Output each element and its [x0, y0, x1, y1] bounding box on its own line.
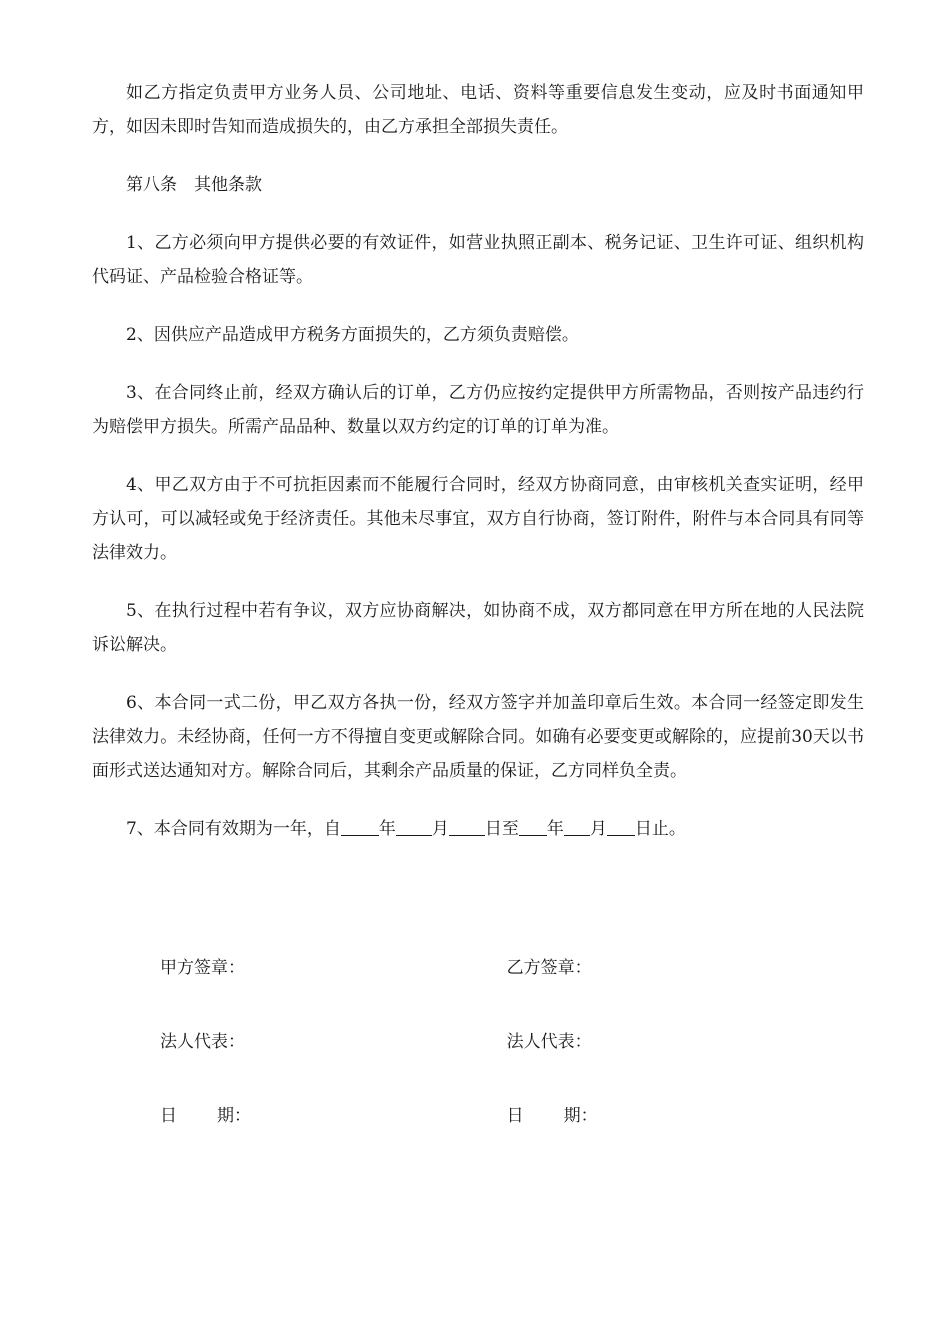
party-b-rep-label: 法人代表：: [506, 1032, 592, 1052]
end-year-blank[interactable]: [519, 815, 547, 836]
clause-7: [92, 812, 864, 846]
intro-paragraph: 如乙方指定负责甲方业务人员、公司地址、电话、资料等重要信息发生变动，应及时书面通知甲方，如因未即时告知而造成损失的，由乙方承担全部损失责任。: [92, 83, 864, 137]
date-row: [160, 1103, 680, 1177]
clause-2: 2、因供应产品造成甲方税务方面损失的，乙方须负责赔偿。: [126, 325, 579, 345]
representative-row: [160, 1029, 680, 1103]
end-day-blank[interactable]: [607, 815, 635, 836]
start-year-label: 年: [378, 819, 396, 839]
party-b-date-char2: 期：: [563, 1106, 598, 1126]
clause-7-prefix: 7、本合同有效期为一年，自: [126, 819, 341, 839]
end-year-label: 年: [546, 819, 564, 839]
start-month-blank[interactable]: [396, 815, 432, 836]
clause-3: 3、在合同终止前，经双方确认后的订单，乙方仍应按约定提供甲方所需物品，否则按产品违约行为赔偿甲方损失。所需产品品种、数量以双方约定的订单的订单为准。: [92, 383, 864, 437]
party-a-date-label: [160, 1103, 507, 1177]
end-month-label: 月: [589, 819, 607, 839]
party-b-date-label: [507, 1103, 680, 1177]
clause-6: 6、本合同一式二份，甲乙双方各执一份，经双方签字并加盖印章后生效。本合同一经签定即发生法律效力。未经协商，任何一方不得擅自变更或解除合同。如确有必要变更或解除的，应提前30天以书面形式送达通知对方。解除合同后，其剩余产品质量的保证，乙方同样负全责。: [92, 693, 864, 781]
start-year-blank[interactable]: [341, 815, 379, 836]
clause-4: 4、甲乙双方由于不可抗拒因素而不能履行合同时，经双方协商同意，由审核机关查实证明，经甲方认可，可以减轻或免于经济责任。其他未尽事宜，双方自行协商，签订附件，附件与本合同具有同等法律效力。: [92, 475, 864, 563]
contract-page: [92, 76, 864, 870]
party-b-date-char1: 日: [506, 1106, 524, 1126]
clause-1: 1、乙方必须向甲方提供必要的有效证件，如营业执照正副本、税务记证、卫生许可证、组织机构代码证、产品检验合格证等。: [92, 233, 864, 287]
party-a-date-char2: 期：: [217, 1106, 251, 1126]
start-day-label: 日至: [484, 819, 519, 839]
seal-row: [160, 955, 680, 1029]
start-month-label: 月: [431, 819, 449, 839]
signature-block: [160, 955, 680, 1177]
article-8-heading: 第八条 其他条款: [126, 175, 262, 195]
clause-5: 5、在执行过程中若有争议，双方应协商解决，如协商不成，双方都同意在甲方所在地的人民法院诉讼解决。: [92, 601, 864, 655]
party-a-date-char1: 日: [160, 1106, 177, 1126]
end-month-blank[interactable]: [564, 815, 590, 836]
party-a-rep-label: 法人代表：: [160, 1032, 245, 1052]
party-b-seal-label: 乙方签章：: [506, 958, 592, 978]
start-day-blank[interactable]: [449, 815, 485, 836]
party-a-seal-label: 甲方签章：: [160, 958, 245, 978]
end-day-label: 日止。: [634, 819, 686, 839]
